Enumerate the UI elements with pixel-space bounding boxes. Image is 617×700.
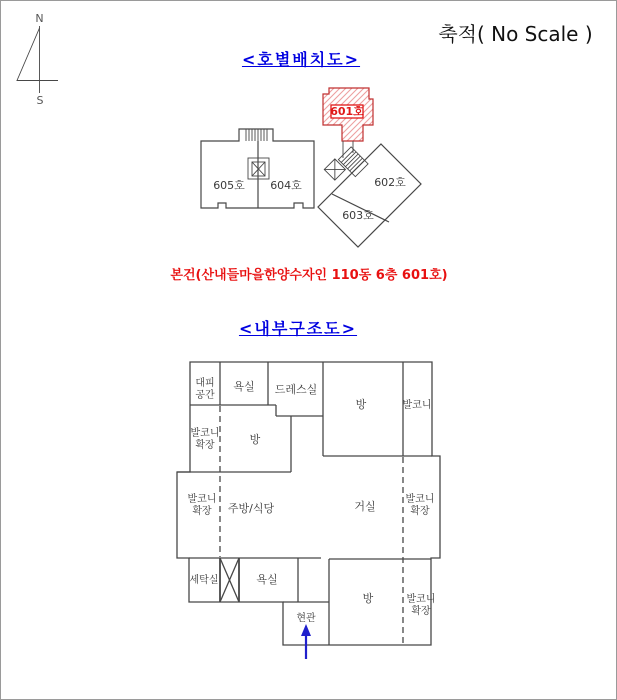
entrance-arrow-icon <box>301 624 311 659</box>
compass-south-label: S <box>36 94 44 107</box>
compass-north-label: N <box>35 12 44 25</box>
building-left <box>201 129 314 208</box>
room-label-balcony-ext-top-left: 확장 <box>195 440 215 451</box>
room-label-balcony-top-right: 발코니 <box>402 400 432 411</box>
room-label-balcony-ext-bottom-right: 발코니 <box>406 594 436 605</box>
room-labels <box>188 376 436 624</box>
unit-label-603: 603호 <box>342 209 374 222</box>
room-label-bath-bottom: 욕실 <box>256 573 278 586</box>
north-arrow-icon <box>1 1 81 113</box>
room-label-room-left: 방 <box>249 433 261 446</box>
room-label-refuge: 공간 <box>195 390 215 401</box>
room-label-refuge: 대피 <box>195 378 215 389</box>
room-label-balcony-ext-mid-left: 확장 <box>192 506 212 517</box>
room-label-laundry: 세탁실 <box>189 575 219 586</box>
building-right-core <box>324 145 368 189</box>
room-label-balcony-ext-mid-right: 발코니 <box>405 494 435 505</box>
room-label-living: 거실 <box>354 500 376 513</box>
unit-label-602: 602호 <box>374 176 406 189</box>
unit-label-601: 601호 <box>330 105 364 118</box>
room-label-room-bottom: 방 <box>362 592 374 605</box>
unit-label-605: 605호 <box>213 179 245 192</box>
scale-label: 축적( No Scale ) <box>438 22 593 46</box>
compass-diagonal <box>17 28 40 81</box>
balcony-extension-dashed-lines <box>220 406 403 644</box>
room-label-balcony-ext-top-left: 발코니 <box>190 428 220 439</box>
room-label-balcony-ext-mid-left: 발코니 <box>187 494 217 505</box>
room-label-kitchen: 주방/식당 <box>227 502 275 515</box>
shaft-x-icon <box>220 558 239 602</box>
subject-caption: 본건(산내들마을한양수자인 110동 6층 601호) <box>170 268 448 283</box>
room-label-room-top: 방 <box>355 398 367 411</box>
stairs-icon <box>246 129 267 141</box>
unit-layout-title: <호별배치도> <box>241 50 361 69</box>
room-label-balcony-ext-bottom-right: 확장 <box>411 606 431 617</box>
elevator-icon <box>324 159 345 180</box>
room-label-entrance: 현관 <box>296 613 316 624</box>
building-right <box>318 144 421 247</box>
subject-unit-601 <box>323 88 373 158</box>
unit-label-604: 604호 <box>270 179 302 192</box>
building-right-outline <box>318 144 421 247</box>
floor-plan-diagram <box>169 351 451 673</box>
unit-layout-diagram <box>191 83 443 255</box>
room-label-dressroom: 드레스실 <box>274 383 318 396</box>
room-label-balcony-ext-mid-right: 확장 <box>410 506 430 517</box>
room-label-bath-top: 욕실 <box>233 380 255 393</box>
floor-plan-title: <내부구조도> <box>238 319 358 338</box>
